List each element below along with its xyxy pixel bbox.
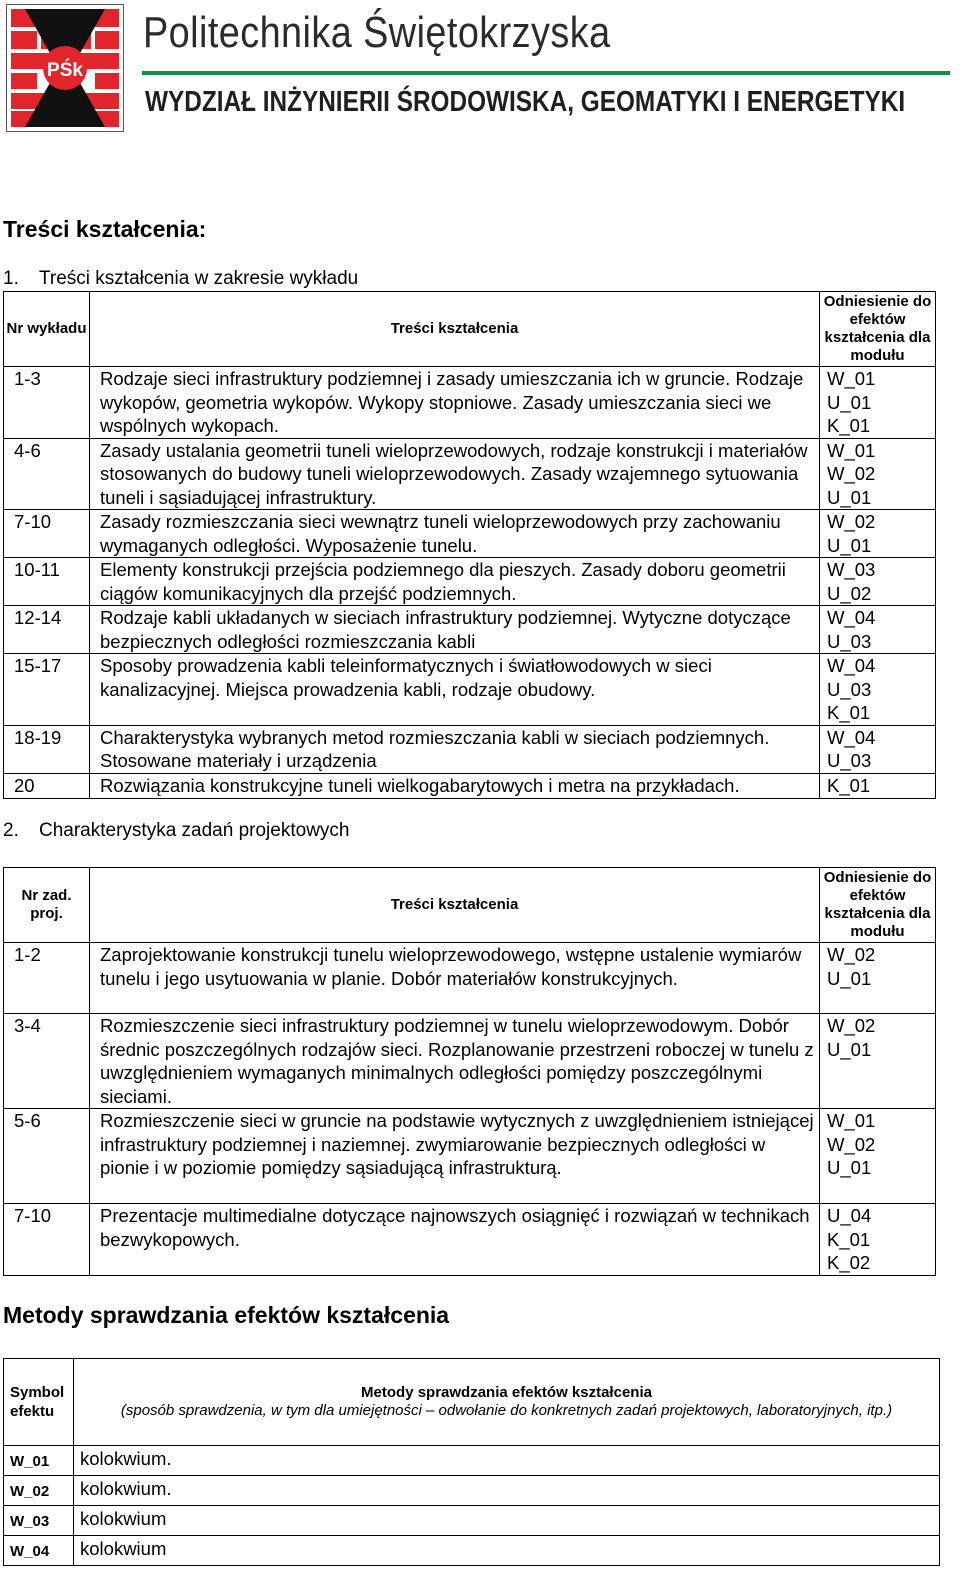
- table-row: [4, 1536, 940, 1566]
- row-refs: [820, 1109, 936, 1204]
- column-header-method: [74, 1359, 940, 1446]
- ref-code: K_01: [827, 702, 871, 723]
- row-nr: 20: [4, 773, 90, 798]
- table-row: [4, 558, 936, 606]
- table-row: [4, 1446, 940, 1476]
- row-refs: [820, 1014, 936, 1109]
- row-refs: [820, 1204, 936, 1276]
- ref-code: W_01: [827, 368, 876, 389]
- row-nr: 4-6: [4, 438, 90, 510]
- ref-code: W_04: [827, 726, 876, 748]
- section-title-contents: Treści kształcenia:: [3, 216, 207, 242]
- row-nr: 7-10: [4, 1204, 90, 1276]
- ref-code: U_02: [827, 582, 872, 604]
- ref-code: W_04: [827, 607, 876, 628]
- table-row: [4, 943, 936, 1014]
- table-row: [4, 438, 936, 510]
- ref-code: U_01: [827, 967, 872, 989]
- table-row: [4, 606, 936, 654]
- subheading-label: Charakterystyka zadań projektowych: [39, 820, 350, 841]
- row-content: Sposoby prowadzenia kabli teleinformatycznych i światłowodowych w sieci kanalizacyjnej. Miejsca prowadzenia kabli, rodzaje obudowy.: [90, 654, 820, 726]
- ref-code: W_02: [827, 1133, 876, 1155]
- table-row: [4, 1506, 940, 1536]
- column-header-method-title: Metody sprawdzania efektów kształcenia: [361, 1384, 652, 1401]
- row-content: Zaprojektowanie konstrukcji tunelu wieloprzewodowego, wstępne ustalenie wymiarów tunelu i jego usytuowania w planie. Dobór materiałów konstrukcyjnych.: [90, 943, 820, 1014]
- subheading-lectures: [3, 268, 358, 290]
- row-content: Rodzaje sieci infrastruktury podziemnej i zasady umieszczania ich w gruncie. Rodzaje wykopów, geometria wykopów. Wykopy stopniowe. Zasady umieszczania sieci we wspólnych wykopach.: [90, 367, 820, 439]
- ref-code: W_01: [827, 439, 876, 461]
- ref-code: U_03: [827, 678, 872, 700]
- ref-code: K_02: [827, 1252, 871, 1273]
- row-content: Rozmieszczenie sieci infrastruktury podziemnej w tunelu wieloprzewodowym. Dobór średnic poszczególnych rodzajów sieci. Rozplanowanie przestrzeni roboczej w tunelu z uwzględnieniem wymaganych minimalnych odległości pomiędzy poszczególnymi sieciami.: [90, 1014, 820, 1109]
- row-symbol: W_01: [4, 1446, 74, 1476]
- ref-code: U_01: [827, 1038, 872, 1060]
- column-header-content: Treści kształcenia: [90, 868, 820, 943]
- ref-code: K_01: [827, 1228, 871, 1250]
- row-refs: [820, 510, 936, 558]
- row-content: Rozmieszczenie sieci w gruncie na podstawie wytycznych z uwzględnieniem istniejącej infrastruktury podziemnej i naziemnej. zwymiarowanie bezpiecznych odległości w pionie i w poziomie pomiędzy sąsiadującą infrastrukturą.: [90, 1109, 820, 1204]
- methods-table: [3, 1358, 940, 1566]
- table-header-row: [4, 868, 936, 943]
- subheading-number: 1.: [3, 268, 19, 289]
- ref-code: U_01: [827, 391, 872, 413]
- subheading-number: 2.: [3, 820, 19, 841]
- row-content: Rozwiązania konstrukcyjne tuneli wielkogabarytowych i metra na przykładach.: [90, 773, 820, 798]
- column-header-ref: Odniesienie do efektów kształcenia dla modułu: [820, 868, 936, 943]
- table-header-row: [4, 1359, 940, 1446]
- ref-code: K_01: [827, 774, 871, 796]
- row-content: Elementy konstrukcji przejścia podziemnego dla pieszych. Zasady doboru geometrii ciągów komunikacyjnych dla przejść podziemnych.: [90, 558, 820, 606]
- table-row: [4, 1476, 940, 1506]
- table-row: [4, 773, 936, 798]
- page-header: [0, 0, 960, 140]
- ref-code: W_01: [827, 1110, 876, 1131]
- row-nr: 15-17: [4, 654, 90, 726]
- column-header-nr: Nr zad. proj.: [4, 868, 90, 943]
- university-name: Politechnika Świętokrzyska: [143, 8, 611, 57]
- ref-code: W_02: [827, 463, 876, 484]
- ref-code: W_03: [827, 559, 876, 580]
- table-row: [4, 1014, 936, 1109]
- ref-code: U_01: [827, 1157, 872, 1178]
- table-row: [4, 1204, 936, 1276]
- row-nr: 18-19: [4, 725, 90, 773]
- row-nr: 5-6: [4, 1109, 90, 1204]
- column-header-content: Treści kształcenia: [90, 292, 820, 367]
- row-method: kolokwium.: [74, 1476, 940, 1506]
- ref-code: W_04: [827, 655, 876, 676]
- table-row: [4, 654, 936, 726]
- section-title-methods: Metody sprawdzania efektów kształcenia: [3, 1302, 450, 1328]
- ref-code: U_01: [827, 486, 872, 508]
- row-refs: [820, 438, 936, 510]
- row-symbol: W_03: [4, 1506, 74, 1536]
- row-refs: [820, 558, 936, 606]
- column-header-symbol: Symbol efektu: [4, 1359, 74, 1446]
- ref-code: U_03: [827, 750, 872, 771]
- table-row: [4, 510, 936, 558]
- ref-code: W_02: [827, 1015, 876, 1036]
- row-nr: 10-11: [4, 558, 90, 606]
- subheading-label: Treści kształcenia w zakresie wykładu: [39, 268, 359, 289]
- row-refs: [820, 606, 936, 654]
- row-content: Charakterystyka wybranych metod rozmieszczania kabli w sieciach podziemnych. Stosowane materiały i urządzenia: [90, 725, 820, 773]
- row-content: Prezentacje multimedialne dotyczące najnowszych osiągnięć i rozwiązań w technikach bezwykopowych.: [90, 1204, 820, 1276]
- subheading-projects: [3, 820, 349, 842]
- row-method: kolokwium.: [74, 1446, 940, 1476]
- projects-table: [3, 867, 936, 1276]
- logo-text: PŚk: [47, 60, 83, 81]
- column-header-method-note: (sposób sprawdzenia, w tym dla umiejętności – odwołanie do konkretnych zadań projektowych, laboratoryjnych, itp.): [120, 1402, 893, 1419]
- ref-code: U_04: [827, 1205, 872, 1226]
- row-nr: 3-4: [4, 1014, 90, 1109]
- university-logo: [6, 4, 124, 132]
- table-row: [4, 1109, 936, 1204]
- header-divider: [142, 71, 950, 75]
- lectures-table: [3, 291, 936, 799]
- column-header-nr: Nr wykładu: [4, 292, 90, 367]
- row-content: Rodzaje kabli układanych w sieciach infrastruktury podziemnej. Wytyczne dotyczące bezpiecznych odległości rozmieszczania kabli: [90, 606, 820, 654]
- ref-code: U_03: [827, 630, 872, 652]
- row-nr: 1-2: [4, 943, 90, 1014]
- table-row: [4, 725, 936, 773]
- table-header-row: [4, 292, 936, 367]
- row-refs: [820, 654, 936, 726]
- row-nr: 12-14: [4, 606, 90, 654]
- row-nr: 1-3: [4, 367, 90, 439]
- row-content: Zasady rozmieszczania sieci wewnątrz tuneli wieloprzewodowych przy zachowaniu wymaganych odległości. Wyposażenie tunelu.: [90, 510, 820, 558]
- logo-graphic: [7, 5, 123, 131]
- row-method: kolokwium: [74, 1506, 940, 1536]
- row-symbol: W_02: [4, 1476, 74, 1506]
- row-symbol: W_04: [4, 1536, 74, 1566]
- ref-code: W_02: [827, 944, 876, 965]
- row-refs: [820, 367, 936, 439]
- row-refs: [820, 773, 936, 798]
- row-nr: 7-10: [4, 510, 90, 558]
- row-refs: [820, 725, 936, 773]
- ref-code: W_02: [827, 511, 876, 532]
- ref-code: U_01: [827, 534, 872, 556]
- row-method: kolokwium: [74, 1536, 940, 1566]
- faculty-name: WYDZIAŁ INŻYNIERII ŚRODOWISKA, GEOMATYKI I ENERGETYKI: [145, 86, 906, 118]
- row-content: Zasady ustalania geometrii tuneli wieloprzewodowych, rodzaje konstrukcji i materiałów stosowanych do budowy tuneli wieloprzewodowych. Zasady wzajemnego sytuowania tuneli i sąsiadującej infrastruktury.: [90, 438, 820, 510]
- ref-code: K_01: [827, 415, 871, 436]
- table-row: [4, 367, 936, 439]
- row-refs: [820, 943, 936, 1014]
- column-header-ref: Odniesienie do efektów kształcenia dla modułu: [820, 292, 936, 367]
